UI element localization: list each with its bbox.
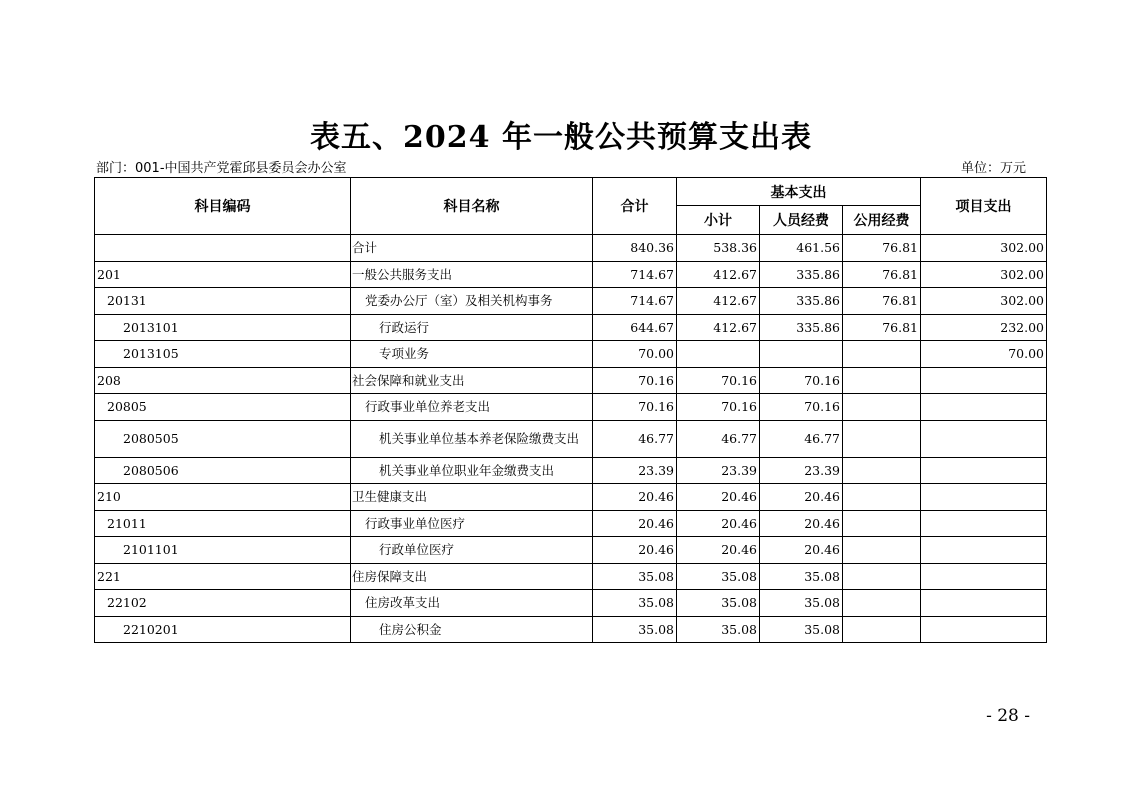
row-name: 一般公共服务支出 bbox=[351, 261, 593, 288]
department-label: 部门：001-中国共产党霍邱县委员会办公室 bbox=[96, 161, 347, 176]
row-name: 行政事业单位医疗 bbox=[351, 510, 593, 537]
row-total: 23.39 bbox=[593, 457, 677, 484]
table-row bbox=[95, 590, 1047, 617]
row-total: 714.67 bbox=[593, 288, 677, 315]
row-code: 208 bbox=[95, 367, 351, 394]
row-code: 20131 bbox=[95, 288, 351, 315]
row-personnel: 46.77 bbox=[760, 420, 843, 457]
row-subtotal: 70.16 bbox=[677, 367, 760, 394]
row-code: 2101101 bbox=[95, 537, 351, 564]
page-title: 表五、2024 年一般公共预算支出表 bbox=[310, 120, 812, 155]
row-project: 232.00 bbox=[921, 314, 1047, 341]
row-project bbox=[921, 484, 1047, 511]
table-row bbox=[95, 235, 1047, 262]
row-code bbox=[95, 235, 351, 262]
table-row bbox=[95, 367, 1047, 394]
table-row bbox=[95, 563, 1047, 590]
row-personnel: 23.39 bbox=[760, 457, 843, 484]
row-subtotal: 20.46 bbox=[677, 484, 760, 511]
row-total: 70.16 bbox=[593, 367, 677, 394]
row-name: 机关事业单位职业年金缴费支出 bbox=[351, 457, 593, 484]
row-total: 20.46 bbox=[593, 537, 677, 564]
row-name: 党委办公厅（室）及相关机构事务 bbox=[351, 288, 593, 315]
row-code: 2013105 bbox=[95, 341, 351, 368]
row-name: 社会保障和就业支出 bbox=[351, 367, 593, 394]
row-personnel: 35.08 bbox=[760, 616, 843, 643]
header-personnel: 人员经费 bbox=[760, 206, 843, 235]
row-public bbox=[843, 367, 921, 394]
table-row bbox=[95, 394, 1047, 421]
row-code: 221 bbox=[95, 563, 351, 590]
row-personnel: 335.86 bbox=[760, 314, 843, 341]
row-subtotal: 412.67 bbox=[677, 288, 760, 315]
row-total: 20.46 bbox=[593, 510, 677, 537]
row-public bbox=[843, 484, 921, 511]
row-total: 70.16 bbox=[593, 394, 677, 421]
row-project bbox=[921, 420, 1047, 457]
row-project: 302.00 bbox=[921, 261, 1047, 288]
row-subtotal bbox=[677, 341, 760, 368]
row-personnel: 35.08 bbox=[760, 563, 843, 590]
row-personnel: 335.86 bbox=[760, 261, 843, 288]
row-code: 2080506 bbox=[95, 457, 351, 484]
row-name: 住房公积金 bbox=[351, 616, 593, 643]
row-personnel: 70.16 bbox=[760, 367, 843, 394]
row-code: 2080505 bbox=[95, 420, 351, 457]
row-personnel: 70.16 bbox=[760, 394, 843, 421]
table-row bbox=[95, 261, 1047, 288]
row-code: 2013101 bbox=[95, 314, 351, 341]
row-personnel: 35.08 bbox=[760, 590, 843, 617]
row-project: 302.00 bbox=[921, 235, 1047, 262]
row-subtotal: 35.08 bbox=[677, 563, 760, 590]
row-public bbox=[843, 616, 921, 643]
row-subtotal: 412.67 bbox=[677, 261, 760, 288]
row-project bbox=[921, 367, 1047, 394]
row-personnel: 461.56 bbox=[760, 235, 843, 262]
row-public bbox=[843, 537, 921, 564]
row-name: 行政单位医疗 bbox=[351, 537, 593, 564]
row-public bbox=[843, 510, 921, 537]
row-total: 70.00 bbox=[593, 341, 677, 368]
table-row bbox=[95, 457, 1047, 484]
row-subtotal: 46.77 bbox=[677, 420, 760, 457]
row-code: 21011 bbox=[95, 510, 351, 537]
row-public: 76.81 bbox=[843, 288, 921, 315]
row-total: 20.46 bbox=[593, 484, 677, 511]
row-public bbox=[843, 341, 921, 368]
table-row bbox=[95, 314, 1047, 341]
row-code: 20805 bbox=[95, 394, 351, 421]
row-personnel: 335.86 bbox=[760, 288, 843, 315]
row-personnel bbox=[760, 341, 843, 368]
row-personnel: 20.46 bbox=[760, 537, 843, 564]
row-name: 住房保障支出 bbox=[351, 563, 593, 590]
row-project bbox=[921, 616, 1047, 643]
row-public: 76.81 bbox=[843, 261, 921, 288]
header-project: 项目支出 bbox=[921, 178, 1047, 235]
row-subtotal: 20.46 bbox=[677, 510, 760, 537]
row-personnel: 20.46 bbox=[760, 510, 843, 537]
row-public bbox=[843, 420, 921, 457]
table-row bbox=[95, 484, 1047, 511]
row-total: 840.36 bbox=[593, 235, 677, 262]
row-name: 行政运行 bbox=[351, 314, 593, 341]
row-project bbox=[921, 510, 1047, 537]
row-project: 70.00 bbox=[921, 341, 1047, 368]
header-basic: 基本支出 bbox=[677, 178, 921, 206]
row-total: 644.67 bbox=[593, 314, 677, 341]
header-subtotal: 小计 bbox=[677, 206, 760, 235]
unit-label: 单位：万元 bbox=[960, 161, 1026, 176]
row-total: 35.08 bbox=[593, 590, 677, 617]
row-public bbox=[843, 563, 921, 590]
row-total: 35.08 bbox=[593, 616, 677, 643]
table-row bbox=[95, 616, 1047, 643]
row-public: 76.81 bbox=[843, 314, 921, 341]
table-row bbox=[95, 341, 1047, 368]
row-subtotal: 23.39 bbox=[677, 457, 760, 484]
row-subtotal: 412.67 bbox=[677, 314, 760, 341]
row-public bbox=[843, 457, 921, 484]
row-project bbox=[921, 537, 1047, 564]
row-name: 卫生健康支出 bbox=[351, 484, 593, 511]
row-code: 201 bbox=[95, 261, 351, 288]
table-row bbox=[95, 420, 1047, 457]
row-total: 46.77 bbox=[593, 420, 677, 457]
row-name: 合计 bbox=[351, 235, 593, 262]
row-name: 专项业务 bbox=[351, 341, 593, 368]
row-project bbox=[921, 457, 1047, 484]
row-total: 714.67 bbox=[593, 261, 677, 288]
row-personnel: 20.46 bbox=[760, 484, 843, 511]
table-row bbox=[95, 288, 1047, 315]
table-row bbox=[95, 510, 1047, 537]
row-subtotal: 70.16 bbox=[677, 394, 760, 421]
header-total: 合计 bbox=[593, 178, 677, 235]
row-code: 210 bbox=[95, 484, 351, 511]
header-public: 公用经费 bbox=[843, 206, 921, 235]
row-subtotal: 35.08 bbox=[677, 590, 760, 617]
row-name: 行政事业单位养老支出 bbox=[351, 394, 593, 421]
row-name: 住房改革支出 bbox=[351, 590, 593, 617]
row-public bbox=[843, 394, 921, 421]
row-project bbox=[921, 590, 1047, 617]
page-number: - 28 - bbox=[986, 706, 1030, 726]
row-subtotal: 35.08 bbox=[677, 616, 760, 643]
row-public bbox=[843, 590, 921, 617]
table-body bbox=[95, 235, 1047, 643]
table-row bbox=[95, 537, 1047, 564]
row-code: 22102 bbox=[95, 590, 351, 617]
row-public: 76.81 bbox=[843, 235, 921, 262]
row-subtotal: 20.46 bbox=[677, 537, 760, 564]
budget-table bbox=[94, 177, 1047, 643]
row-code: 2210201 bbox=[95, 616, 351, 643]
header-name: 科目名称 bbox=[351, 178, 593, 235]
header-code: 科目编码 bbox=[95, 178, 351, 235]
row-subtotal: 538.36 bbox=[677, 235, 760, 262]
row-project bbox=[921, 563, 1047, 590]
row-project bbox=[921, 394, 1047, 421]
row-total: 35.08 bbox=[593, 563, 677, 590]
row-name: 机关事业单位基本养老保险缴费支出 bbox=[351, 420, 593, 457]
row-project: 302.00 bbox=[921, 288, 1047, 315]
